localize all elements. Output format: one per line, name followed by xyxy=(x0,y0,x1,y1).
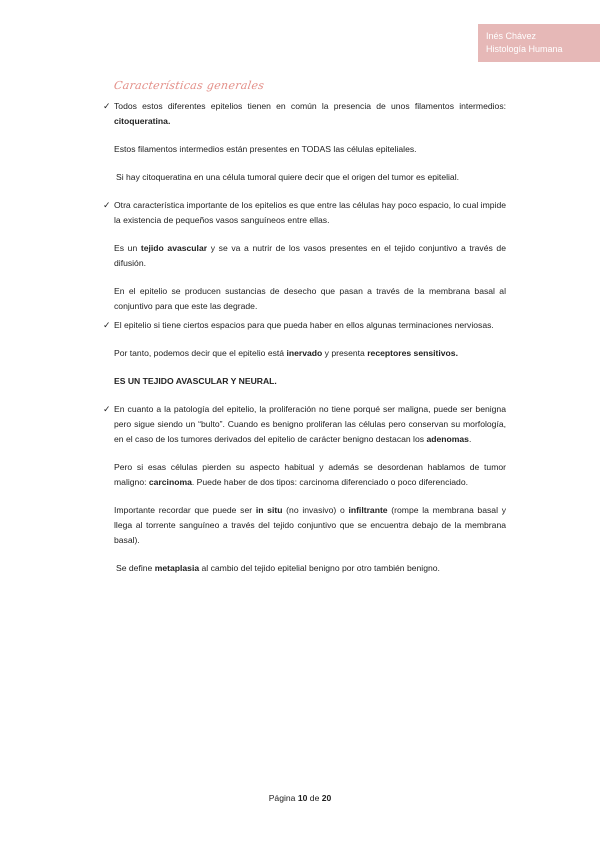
checkmark-icon: ✓ xyxy=(103,200,111,210)
paragraph: Importante recordar que puede ser in situ (no invasivo) o infiltrante (rompe la membrana basal y llega al torrente sanguíneo a través del tejido conjuntivo que se encuentra debajo de la membrana basal). xyxy=(114,505,506,545)
paragraph: Si hay citoqueratina en una célula tumoral quiere decir que el origen del tumor es epitelial. xyxy=(116,172,459,182)
paragraph: Se define metaplasia al cambio del tejido epitelial benigno por otro también benigno. xyxy=(116,563,440,573)
header-subject: Histología Humana xyxy=(486,43,563,54)
paragraph: Por tanto, podemos decir que el epitelio está inervado y presenta receptores sensitivos. xyxy=(114,348,458,358)
paragraph: En el epitelio se producen sustancias de desecho que pasan a través de la membrana basal al conjuntivo para que este las degrade. xyxy=(114,286,506,311)
section-title: Características generales xyxy=(113,79,266,92)
checkmark-icon: ✓ xyxy=(103,101,111,111)
header-author: Inés Chávez xyxy=(486,31,537,41)
checkmark-icon: ✓ xyxy=(103,320,111,330)
header-label xyxy=(478,24,600,62)
paragraph: Pero si esas células pierden su aspecto habitual y además se desordenan hablamos de tumor maligno: carcinoma. Puede haber de dos tipos: carcinoma diferenciado o poco diferenciado. xyxy=(114,462,506,487)
paragraph-emphasis: ES UN TEJIDO AVASCULAR Y NEURAL. xyxy=(114,376,277,386)
bullet-poco-espacio: ✓ Otra característica importante de los epitelios es que entre las células hay poco espacio, lo cual impide la existencia de pequeños vasos sanguíneos entre ellas. xyxy=(103,200,506,225)
paragraph: Estos filamentos intermedios están presentes en TODAS las células epiteliales. xyxy=(114,144,417,154)
checkmark-icon: ✓ xyxy=(103,404,111,414)
page-number: Página 10 de 20 xyxy=(268,793,332,803)
document-body xyxy=(103,99,506,576)
bullet-patologia: ✓ En cuanto a la patología del epitelio, la proliferación no tiene porqué ser maligna, puede ser benigna pero sigue siendo un “bulto”. Cuando es benigno proliferan las células pero conservan su morfología, en el caso de los tumores derivados del epitelio de carácter benigno destacan los adenomas. xyxy=(103,404,506,444)
bullet-citoqueratina: ✓ Todos estos diferentes epitelios tienen en común la presencia de unos filamentos intermedios: citoqueratina. xyxy=(103,101,506,126)
bullet-terminaciones: ✓ El epitelio si tiene ciertos espacios para que pueda haber en ellos algunas terminaciones nerviosas. xyxy=(103,318,506,333)
paragraph: Es un tejido avascular y se va a nutrir de los vasos presentes en el tejido conjuntivo a través de difusión. xyxy=(114,243,506,268)
